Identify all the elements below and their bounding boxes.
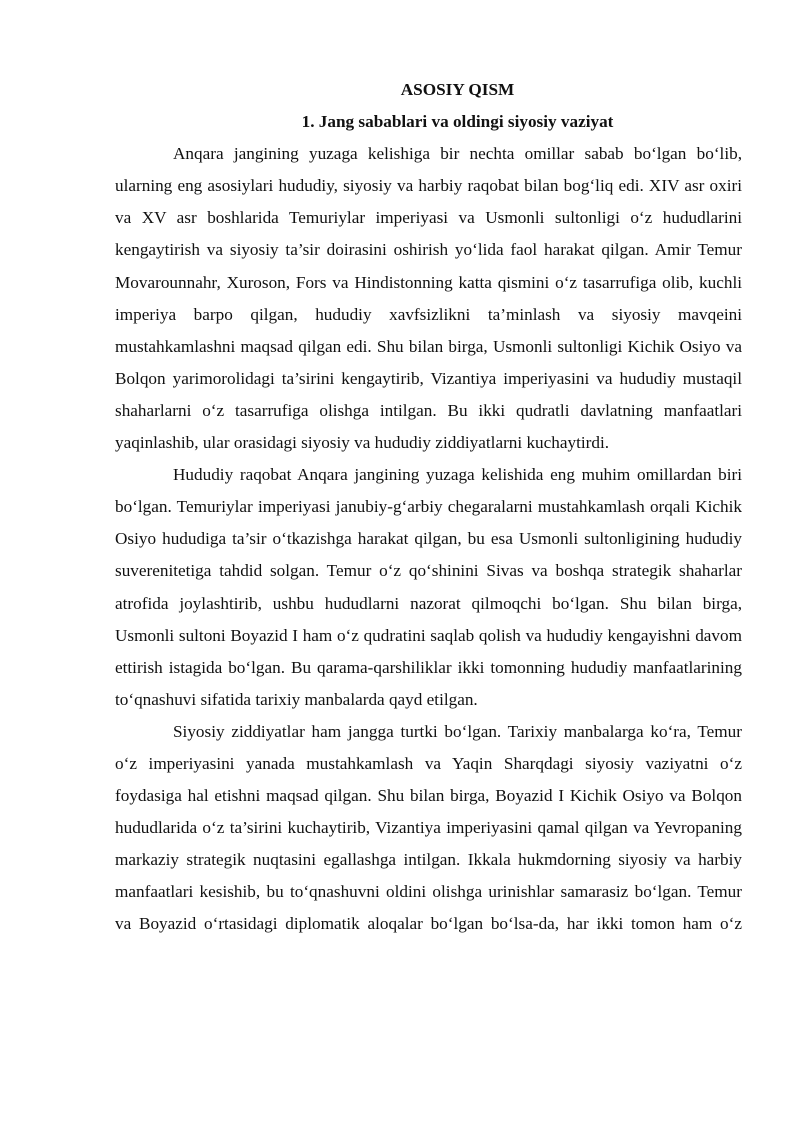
paragraph-2: Hududiy raqobat Anqara jangining yuzaga kelishida eng muhim omillardan biri bo‘lgan. Temuriylar imperiyasi janubiy-g‘arbiy chegaralarni mustahkamlash orqali Kichik Osiyo hududiga ta’sir o‘tkazishga harakat qilgan, bu esa Usmonli sultonligining hududiy suverenitetiga tahdid solgan. Temur o‘z qo‘shinini Sivas va boshqa strategik shaharlar atrofida joylashtirib, ushbu hududlarni nazorat qilmoqchi bo‘lgan. Shu bilan birga, Usmonli sultoni Boyazid I ham o‘z qudratini saqlab qolish va hududiy kengayishni davom ettirish istagida bo‘lgan. Bu qarama-qarshiliklar ikki tomonning hududiy manfaatlarining to‘qnashuvi sifatida tarixiy manbalarda qayd etilgan. (115, 465, 742, 709)
paragraph-1: Anqara jangining yuzaga kelishiga bir nechta omillar sabab bo‘lgan bo‘lib, ularning eng asosiylari hududiy, siyosiy va harbiy raqobat bilan bog‘liq edi. XIV asr oxiri va XV asr boshlarida Temuriylar imperiyasi va Usmonli sultonligi o‘z hududlarini kengaytirish va siyosiy ta’sir doirasini oshirish yo‘lida faol harakat qilgan. Amir Temur Movarounnahr, Xuroson, Fors va Hindistonning katta qismini o‘z tasarrufiga olib, kuchli imperiya barpo qilgan, hududiy xavfsizlikni ta’minlash va siyosiy mavqeini mustahkamlashni maqsad qilgan edi. Shu bilan birga, Usmonli sultonligi Kichik Osiyo va Bolqon yarimorolidagi ta’sirini kengaytirib, Vizantiya imperiyasini va hududiy mustaqil shaharlarni o‘z tasarrufiga olishga intilgan. Bu ikki qudratli davlatning manfaatlari yaqinlashib, ular orasidagi siyosiy va hududiy ziddiyatlarni kuchaytirdi. (115, 144, 742, 453)
paragraph-3: Siyosiy ziddiyatlar ham jangga turtki bo‘lgan. Tarixiy manbalarga ko‘ra, Temur o‘z imperiyasini yanada mustahkamlash va Yaqin Sharqdagi siyosiy vaziyatni o‘z foydasiga hal etishni maqsad qilgan. Shu bilan birga, Boyazid I Kichik Osiyo va Bolqon hududlarida o‘z ta’sirini kuchaytirib, Vizantiya imperiyasini qamal qilgan va Yevropaning markaziy strategik nuqtasini egallashga intilgan. Ikkala hukmdorning siyosiy va harbiy manfaatlari kesishib, bu to‘qnashuvni oldini olishga urinishlar samarasiz bo‘lgan. Temur va Boyazid o‘rtasidagi diplomatik aloqalar bo‘lgan bo‘lsa-da, har ikki tomon ham o‘z (115, 721, 742, 934)
document-page (115, 74, 742, 941)
section-subheading: 1. Jang sabablari va oldingi siyosiy vaziyat (301, 112, 614, 132)
section-heading: ASOSIY QISM (400, 80, 515, 99)
